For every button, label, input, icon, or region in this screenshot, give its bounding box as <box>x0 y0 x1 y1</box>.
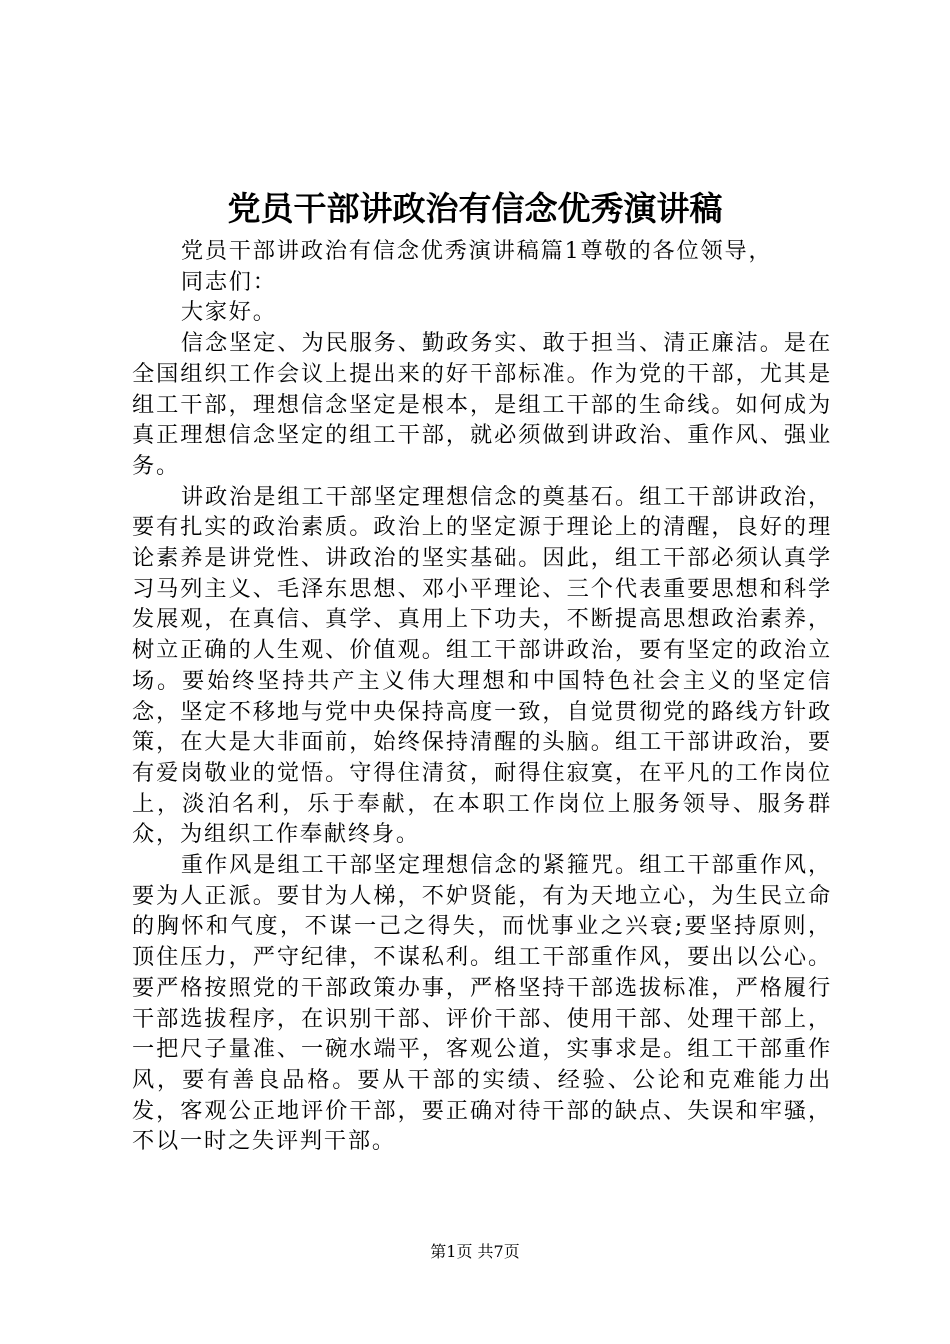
paragraph-intro: 信念坚定、为民服务、勤政务实、敢于担当、清正廉洁。是在全国组织工作会议上提出来的好干部标准。作为党的干部，尤其是组工干部，理想信念坚定是根本，是组工干部的生命线。如何成为真正理想信念坚定的组工干部，就必须做到讲政治、重作风、强业务。 <box>132 330 832 479</box>
page-title: 党员干部讲政治有信念优秀演讲稿 <box>227 189 723 228</box>
paragraph-hello: 大家好。 <box>180 299 277 326</box>
document-body <box>132 236 832 1157</box>
paragraph-politics: 讲政治是组工干部坚定理想信念的奠基石。组工干部讲政治，要有扎实的政治素质。政治上的坚定源于理论上的清醒，良好的理论素养是讲党性、讲政治的坚实基础。因此，组工干部必须认真学习马列主义、毛泽东思想、邓小平理论、三个代表重要思想和科学发展观，在真信、真学、真用上下功夫，不断提高思想政治素养，树立正确的人生观、价值观。组工干部讲政治，要有坚定的政治立场。要始终坚持共产主义伟大理想和中国特色社会主义的坚定信念，坚定不移地与党中央保持高度一致，自觉贯彻党的路线方针政策，在大是大非面前，始终保持清醒的头脑。组工干部讲政治，要有爱岗敬业的觉悟。守得住清贫，耐得住寂寞，在平凡的工作岗位上，淡泊名利，乐于奉献，在本职工作岗位上服务领导、服务群众，为组织工作奉献终身。 <box>132 483 832 848</box>
paragraph-greeting: 党员干部讲政治有信念优秀演讲稿篇1尊敬的各位领导， <box>180 238 773 264</box>
page-footer: 第1页 共7页 <box>430 1242 520 1261</box>
paragraph-conduct: 重作风是组工干部坚定理想信念的紧箍咒。组工干部重作风，要为人正派。要甘为人梯，不妒贤能，有为天地立心，为生民立命的胸怀和气度，不谋一己之得失，而忧事业之兴衰;要坚持原则，顶住压力，严守纪律，不谋私利。组工干部重作风，要出以公心。要严格按照党的干部政策办事，严格坚持干部选拔标准，严格履行干部选拔程序，在识别干部、评价干部、使用干部、处理干部上，一把尺子量准、一碗水端平，客观公道，实事求是。组工干部重作风，要有善良品格。要从干部的实绩、经验、公论和克难能力出发，客观公正地评价干部，要正确对待干部的缺点、失误和牢骚，不以一时之失评判干部。 <box>132 852 832 1155</box>
paragraph-salutation: 同志们： <box>180 268 277 295</box>
